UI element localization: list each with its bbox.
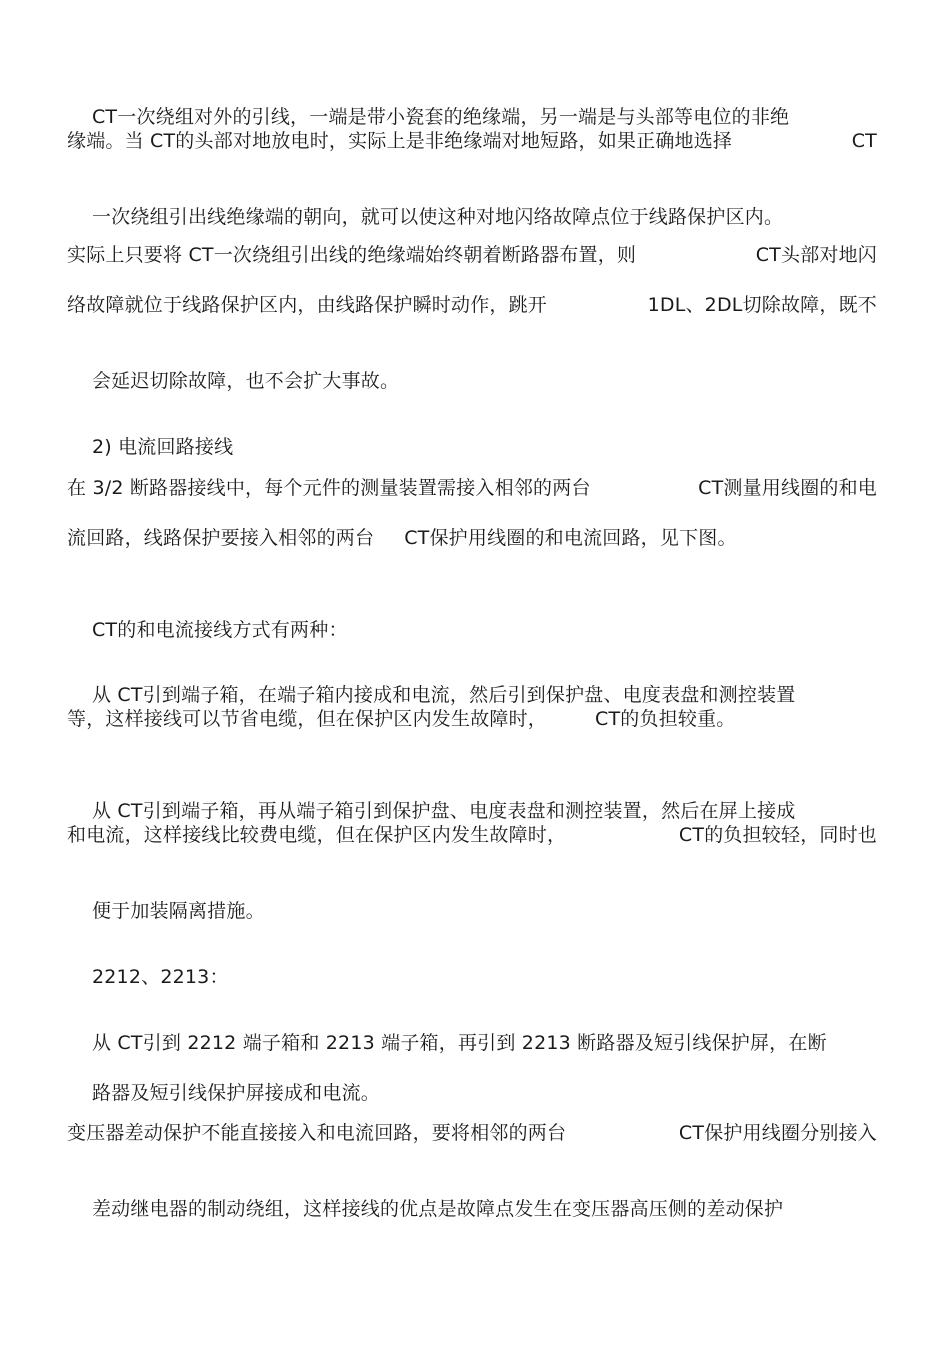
text-segment: 在 3/2 断路器接线中，每个元件的测量装置需接入相邻的两台: [67, 477, 591, 499]
text-line: [67, 128, 877, 154]
text-line: [67, 292, 877, 318]
text-segment: 路器及短引线保护屏接成和电流。: [91, 1082, 380, 1104]
text-segment: 变压器差动保护不能直接接入和电流回路，要将相邻的两台: [67, 1122, 567, 1144]
text-segment: 1DL、2DL切除故障，既不: [647, 294, 877, 316]
text-segment: 和电流，这样接线比较费电缆，但在保护区内发生故障时，: [67, 824, 567, 846]
text-segment: 会延迟切除故障，也不会扩大事故。: [91, 370, 400, 392]
text-line: [67, 525, 877, 551]
text-segment: CT保护用线圈的和电流回路，见下图。: [404, 527, 737, 549]
text-segment: 2212、2213：: [91, 966, 229, 988]
text-segment: 2) 电流回路接线: [91, 436, 234, 458]
text-segment: 便于加装隔离措施。: [91, 900, 265, 922]
text-line: [67, 1120, 877, 1146]
text-segment: 缘端。当 CT的头部对地放电时，实际上是非绝缘端对地短路，如果正确地选择: [67, 130, 733, 152]
text-segment: CT头部对地闪: [755, 244, 877, 266]
text-segment: CT一次绕组对外的引线，一端是带小瓷套的绝缘端，另一端是与头部等电位的非绝: [91, 106, 790, 128]
text-segment: 从 CT引到 2212 端子箱和 2213 端子箱，再引到 2213 断路器及短引线保护屏，在断: [91, 1032, 827, 1054]
text-segment: 等，这样接线可以节省电缆，但在保护区内发生故障时，: [67, 708, 548, 730]
text-line: [67, 242, 877, 268]
text-line: [67, 706, 877, 732]
text-segment: CT的负担较轻，同时也: [678, 824, 877, 846]
text-segment: CT保护用线圈分别接入: [678, 1122, 877, 1144]
text-segment: CT的负担较重。: [595, 708, 736, 730]
text-segment: 从 CT引到端子箱，在端子箱内接成和电流，然后引到保护盘、电度表盘和测控装置: [91, 684, 796, 706]
text-segment: CT: [851, 130, 877, 152]
text-segment: 一次绕组引出线绝缘端的朝向，就可以使这种对地闪络故障点位于线路保护区内。: [91, 206, 784, 228]
text-segment: CT的和电流接线方式有两种：: [91, 619, 348, 641]
text-segment: CT测量用线圈的和电: [698, 477, 877, 499]
text-line: [67, 475, 877, 501]
text-segment: 实际上只要将 CT一次绕组引出线的绝缘端始终朝着断路器布置，则: [67, 244, 637, 266]
text-segment: 从 CT引到端子箱，再从端子箱引到保护盘、电度表盘和测控装置，然后在屏上接成: [91, 800, 796, 822]
text-line: [67, 822, 877, 848]
text-segment: 差动继电器的制动绕组，这样接线的优点是故障点发生在变压器高压侧的差动保护: [91, 1198, 784, 1220]
text-segment: 流回路，线路保护要接入相邻的两台: [67, 527, 375, 549]
text-line: [67, 1170, 877, 1248]
text-segment: 络故障就位于线路保护区内，由线路保护瞬时动作，跳开: [67, 294, 548, 316]
